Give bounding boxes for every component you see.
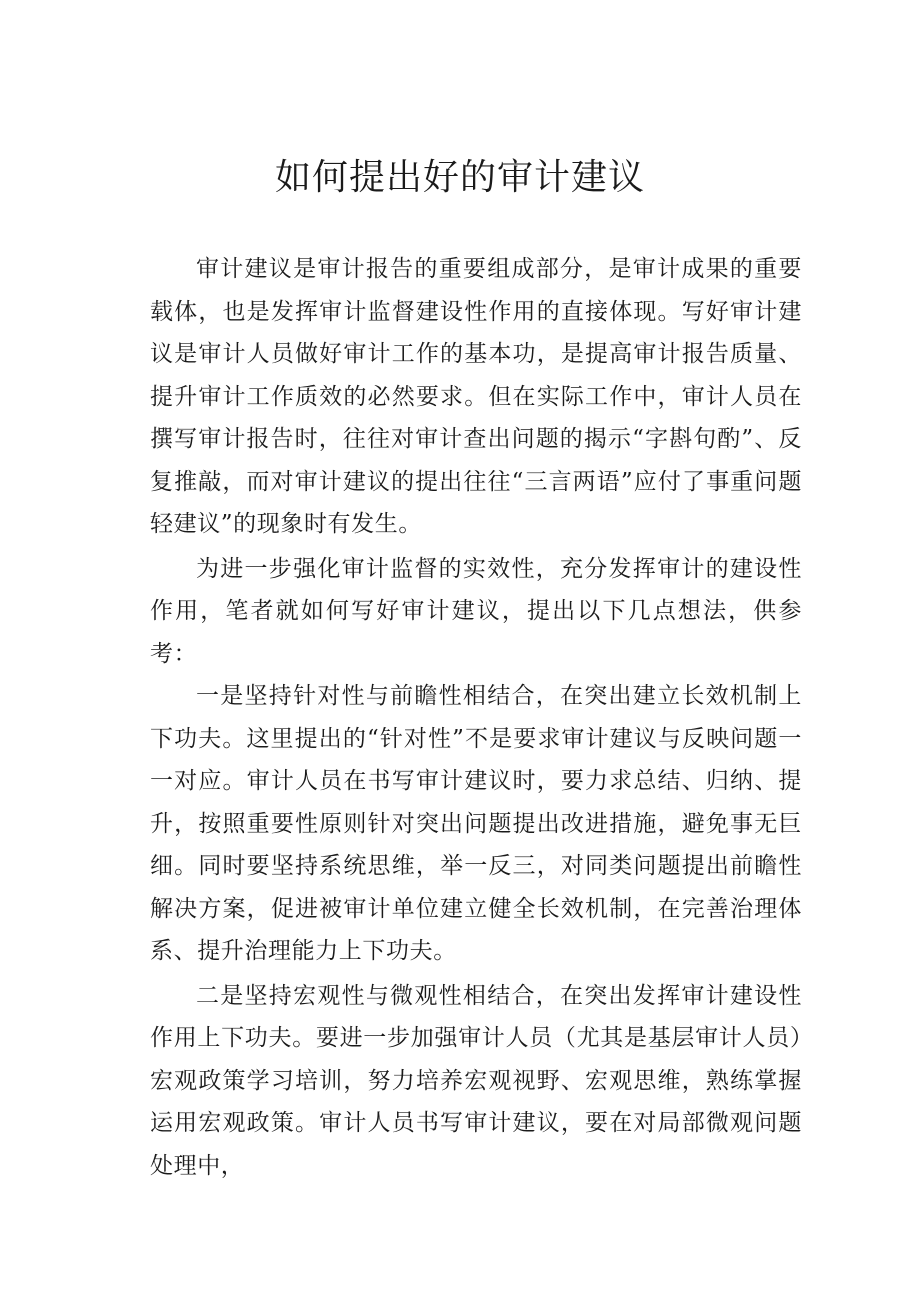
document-title: 如何提出好的审计建议 xyxy=(274,157,645,198)
document-body xyxy=(150,248,802,1187)
paragraph-point-one: 一是坚持针对性与前瞻性相结合，在突出建立长效机制上下功夫。这里提出的“针对性”不是要求审计建议与反映问题一一对应。审计人员在书写审计建议时，要力求总结、归纳、提升，按照重要性原则针对突出问题提出改进措施，避免事无巨细。同时要坚持系统思维，举一反三，对同类问题提出前瞻性解决方案，促进被审计单位建立健全长效机制，在完善治理体系、提升治理能力上下功夫。 xyxy=(150,683,802,964)
paragraph-point-two: 二是坚持宏观性与微观性相结合，在突出发挥审计建设性作用上下功夫。要进一步加强审计人员（尤其是基层审计人员）宏观政策学习培训，努力培养宏观视野、宏观思维，熟练掌握运用宏观政策。审计人员书写审计建议，要在对局部微观问题处理中， xyxy=(150,982,802,1179)
paragraph-purpose: 为进一步强化审计监督的实效性，充分发挥审计的建设性作用，笔者就如何写好审计建议，提出以下几点想法，供参考： xyxy=(150,555,802,667)
paragraph-intro: 审计建议是审计报告的重要组成部分，是审计成果的重要载体，也是发挥审计监督建设性作用的直接体现。写好审计建议是审计人员做好审计工作的基本功，是提高审计报告质量、提升审计工作质效的必然要求。但在实际工作中，审计人员在撰写审计报告时，往往对审计查出问题的揭示“字斟句酌”、反复推敲，而对审计建议的提出往往“三言两语”应付了事重问题轻建议”的现象时有发生。 xyxy=(150,256,802,537)
